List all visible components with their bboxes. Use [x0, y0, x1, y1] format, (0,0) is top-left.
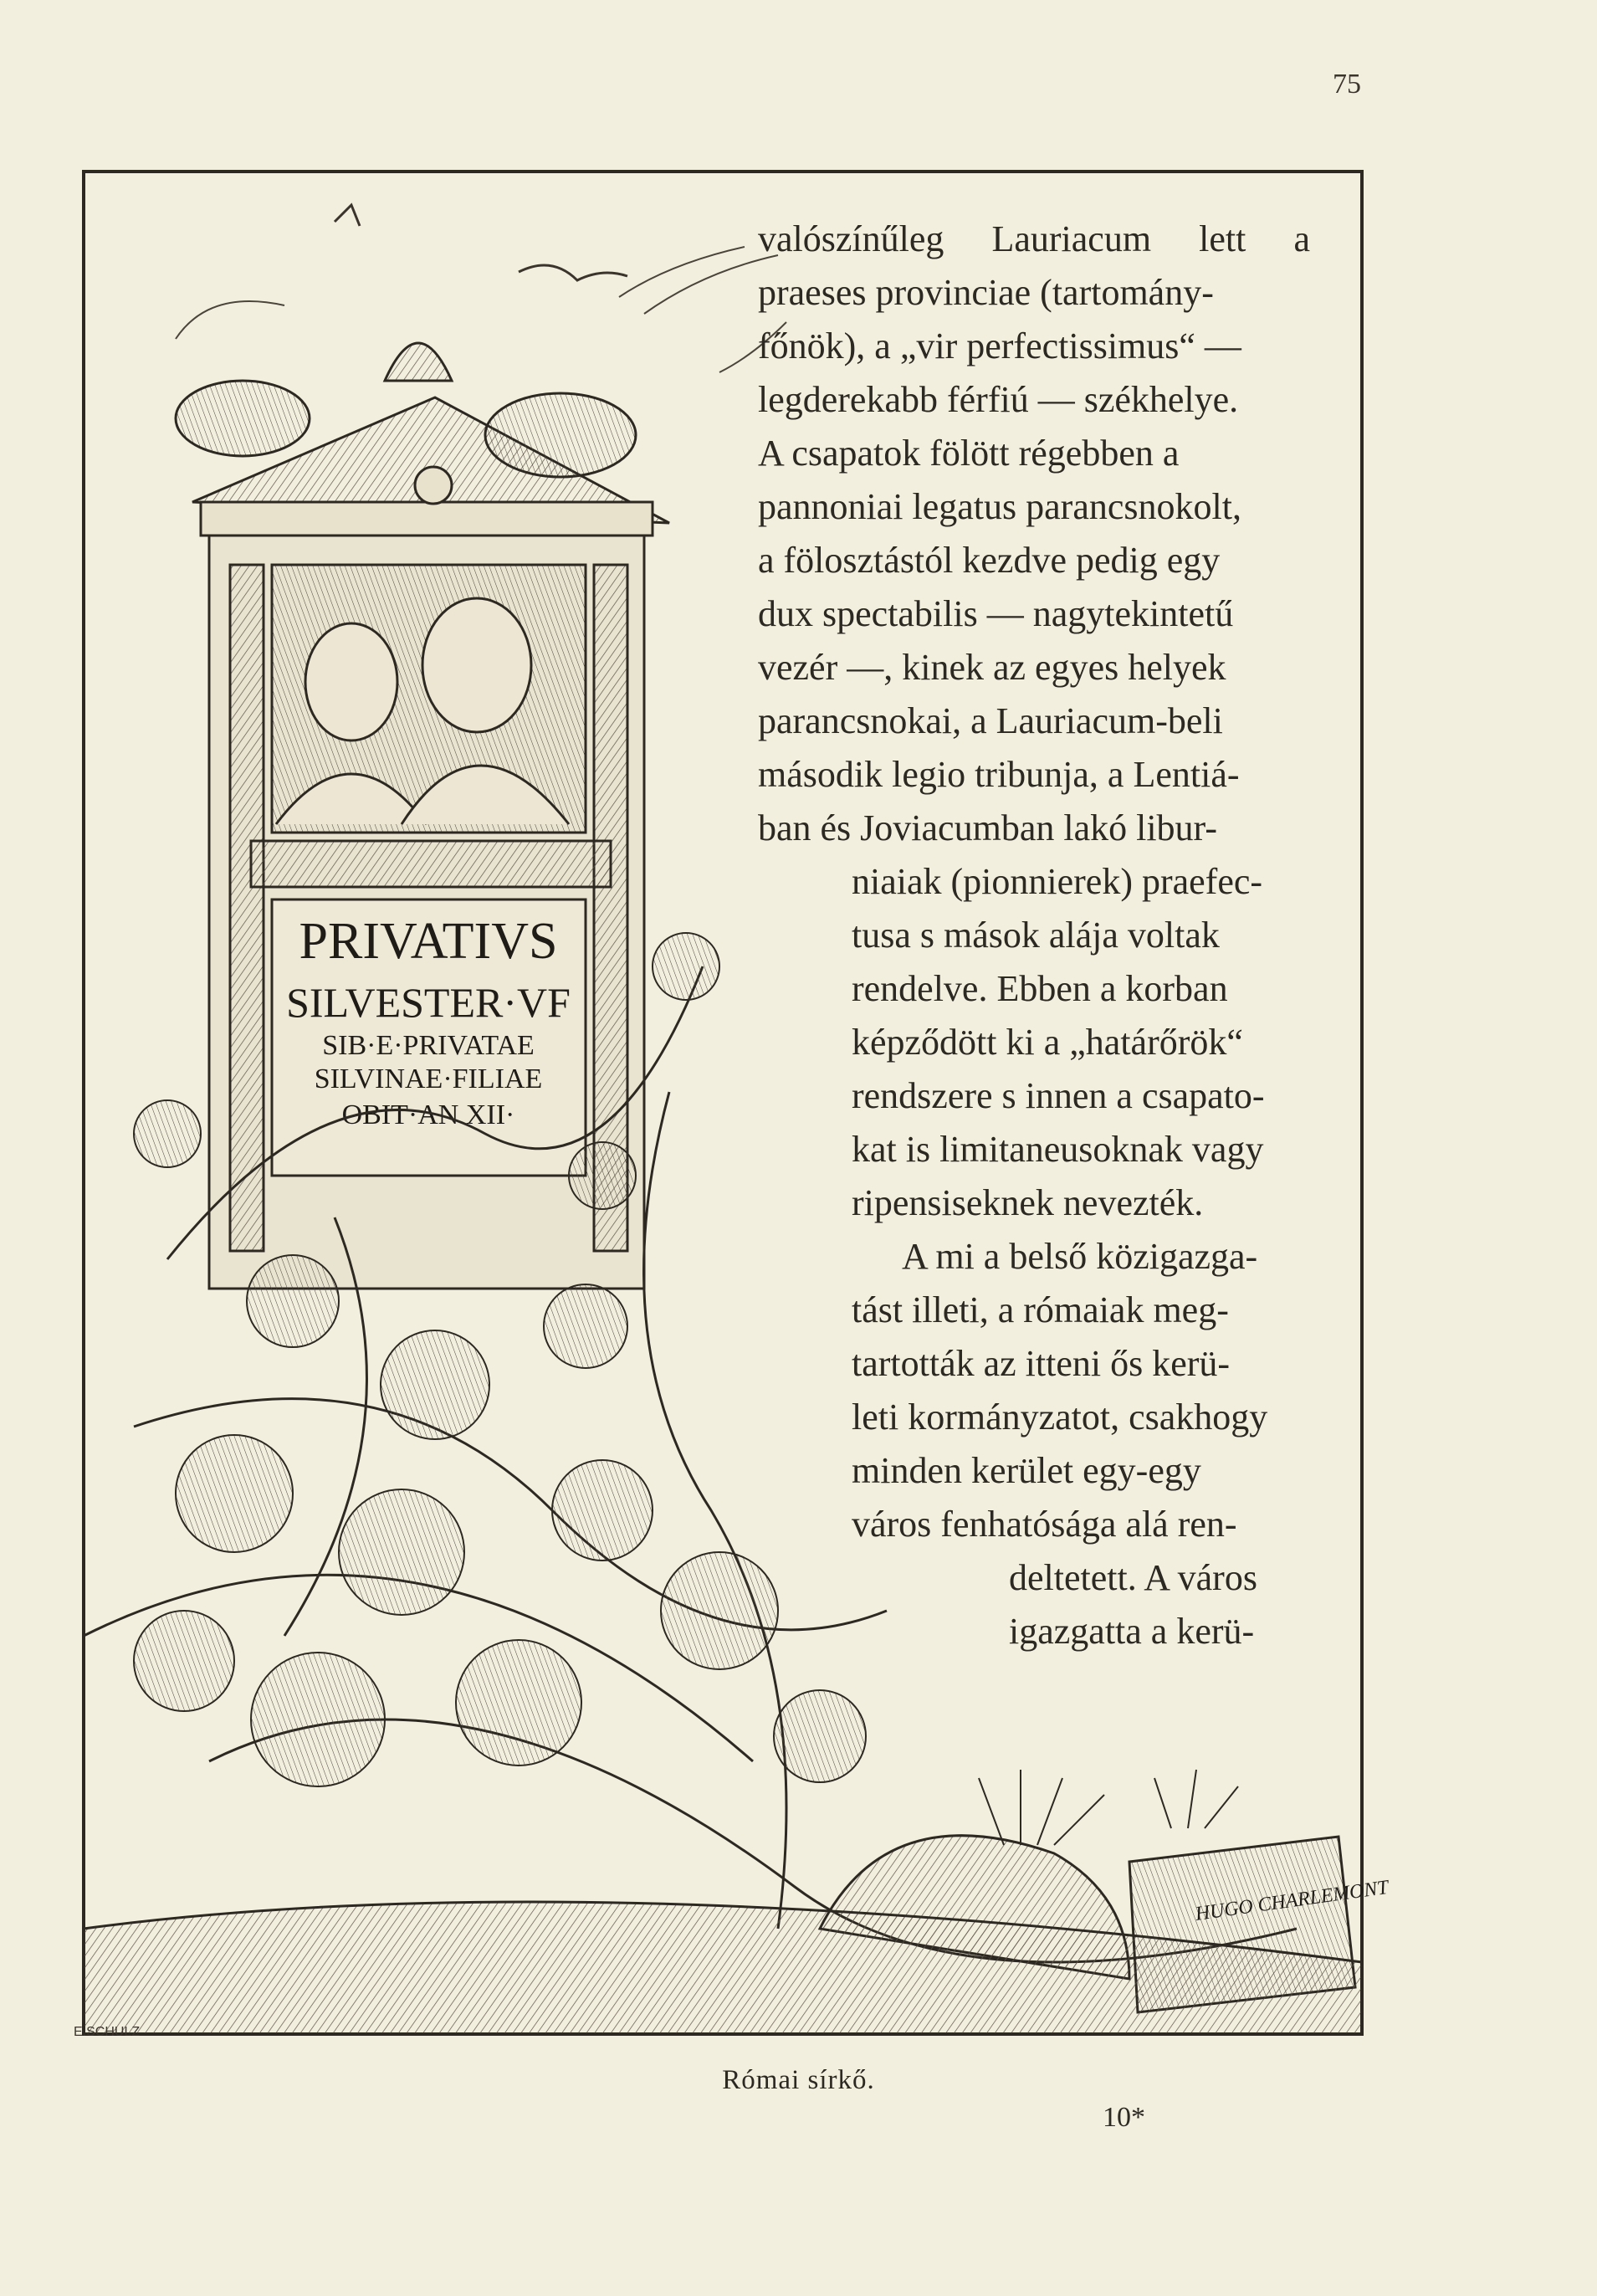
text-line-10: parancsnokai, a Lauriacum-beli — [758, 700, 1223, 741]
text-line-15: rendelve. Ebben a korban — [852, 968, 1228, 1009]
text-line-25: város fenhatósága alá ren- — [852, 1504, 1237, 1545]
text-line-5: A csapatok fölött régebben a — [758, 433, 1180, 474]
text-line-8: dux spectabilis — nagytekintetű — [758, 593, 1234, 634]
rocks — [84, 1836, 1362, 2034]
text-line-11: második legio tribunja, a Lentiá- — [758, 754, 1240, 795]
text-line-24: minden kerület egy-egy — [852, 1450, 1201, 1491]
grass — [979, 1770, 1238, 1845]
text-line-9: vezér —, kinek az egyes helyek — [758, 647, 1226, 688]
text-line-2: praeses provinciae (tartomány- — [758, 272, 1214, 313]
artist-signature: HUGO CHARLEMONT — [1194, 1876, 1390, 1925]
text-line-7: a fölosztástól kezdve pedig egy — [758, 540, 1221, 581]
text-line-21: tást illeti, a rómaiak meg- — [852, 1289, 1229, 1330]
text-line-1: valószínűleg Lauriacum lett a — [758, 218, 1310, 259]
text-line-19: ripensiseknek nevezték. — [852, 1182, 1204, 1223]
inscription-line-2: SILVESTER·VF — [286, 979, 571, 1026]
text-line-14: tusa s mások alája voltak — [852, 915, 1220, 956]
inscription-line-5: OBIT·AN XII· — [341, 1099, 515, 1130]
inscription-panel — [272, 899, 586, 1176]
text-line-26: deltetett. A város — [1009, 1557, 1257, 1598]
text-line-20: A mi a belső közigazga- — [902, 1236, 1258, 1277]
inscription-line-3: SIB·E·PRIVATAE — [322, 1030, 535, 1061]
text-line-6: pannoniai legatus parancsnokolt, — [758, 486, 1241, 527]
bird-icon — [335, 205, 627, 280]
text-line-17: rendszere s innen a csapato- — [852, 1075, 1265, 1116]
text-line-27: igazgatta a kerü- — [1009, 1611, 1255, 1652]
engraver-signature: E.SCHULZ — [74, 2025, 141, 2039]
text-line-4: legderekabb férfiú — székhelye. — [758, 379, 1239, 420]
page-number: 75 — [1333, 69, 1361, 100]
text-line-3: főnök), a „vir perfectissimus“ — — [758, 325, 1241, 366]
text-line-18: kat is limitaneusoknak vagy — [852, 1129, 1264, 1170]
text-line-12: ban és Joviacumban lakó libur- — [758, 807, 1217, 848]
text-line-22: tartották az itteni ős kerü- — [852, 1343, 1231, 1384]
pediment — [176, 343, 669, 536]
inscription-line-4: SILVINAE·FILIAE — [314, 1063, 543, 1094]
signature-mark: 10* — [1103, 2102, 1145, 2133]
inscription-line-1: PRIVATIVS — [299, 913, 558, 970]
text-line-13: niaiak (pionnierek) praefec- — [852, 861, 1263, 902]
figure-caption: Római sírkő. — [722, 2065, 875, 2095]
text-line-16: képződött ki a „határőrök“ — [852, 1022, 1243, 1063]
text-line-23: leti kormányzatot, csakhogy — [852, 1397, 1268, 1438]
